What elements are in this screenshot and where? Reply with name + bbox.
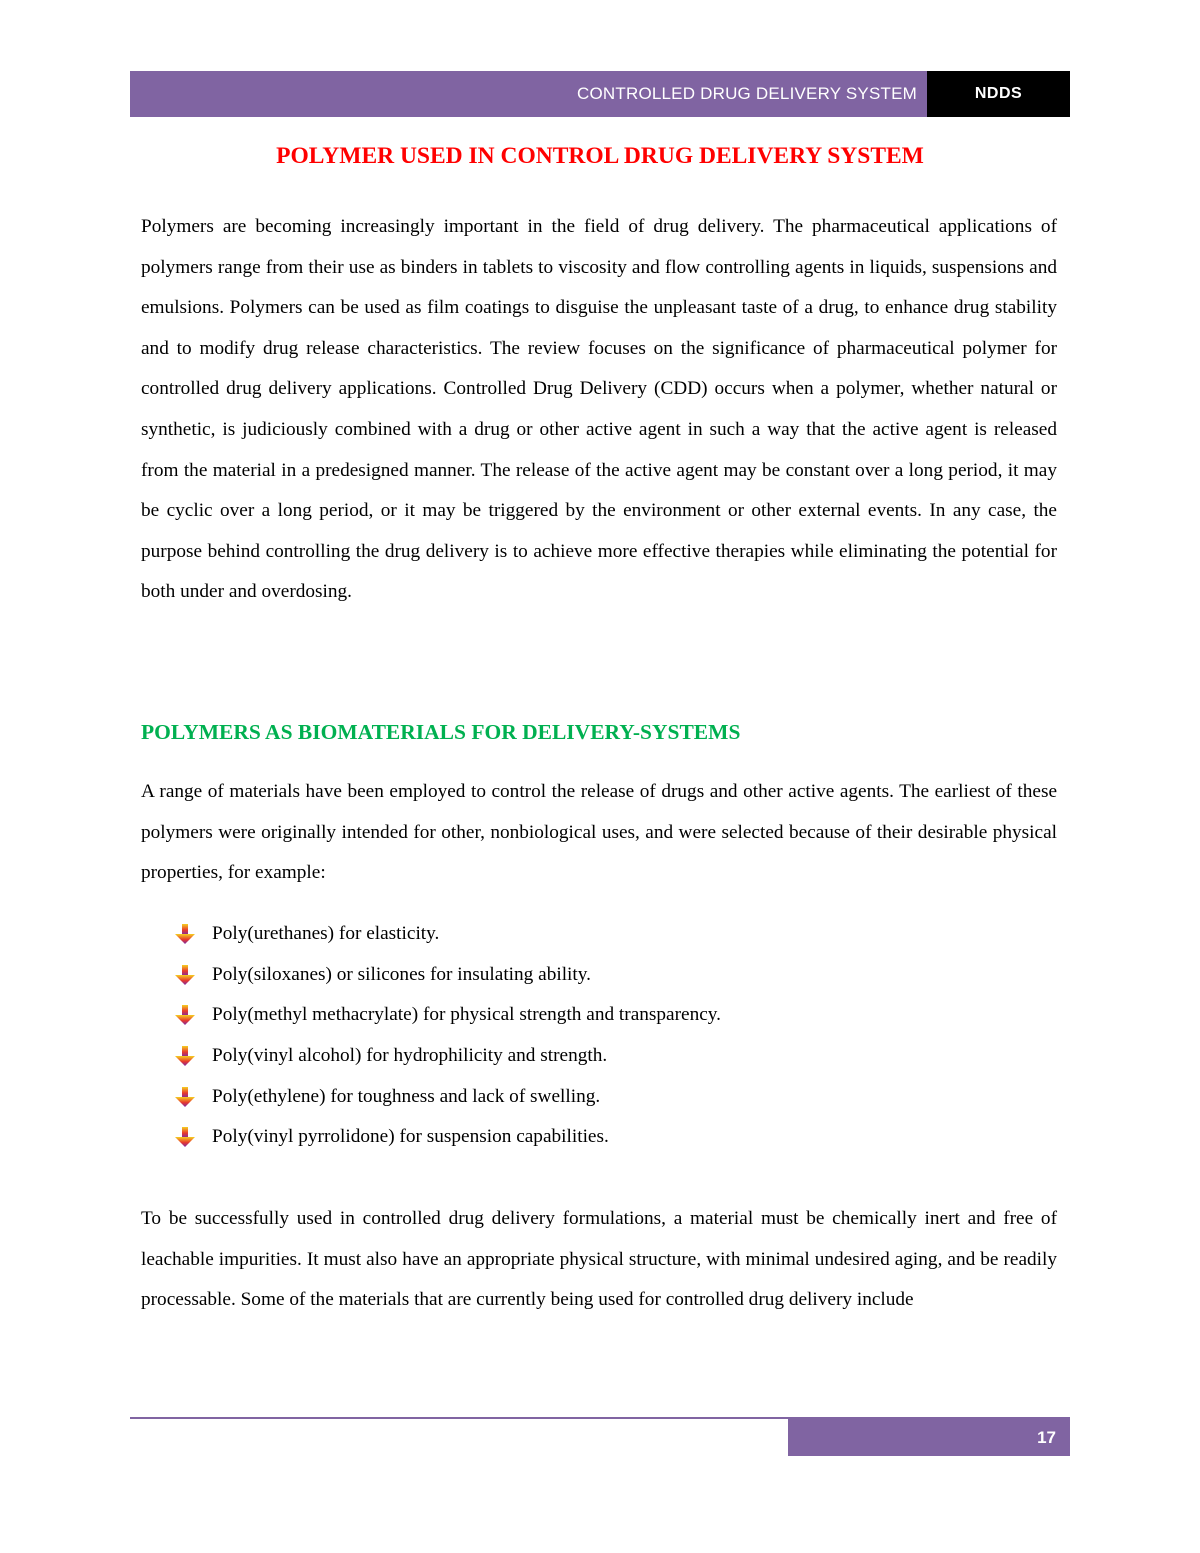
header-badge: NDDS (927, 71, 1070, 117)
list-item-text: Poly(vinyl alcohol) for hydrophilicity and strength. (212, 1045, 608, 1067)
list-item (172, 1036, 721, 1077)
requirements-paragraph: To be successfully used in controlled drug delivery formulations, a material must be chemically inert and free of leachable impurities. It must also have an appropriate physical structure, with minimal undesired aging, and be readily processable. Some of the materials that are currently being used for controlled drug delivery include (141, 1208, 1057, 1311)
arrow-down-icon (172, 1045, 198, 1067)
list-item-text: Poly(siloxanes) or silicones for insulating ability. (212, 963, 591, 985)
list-item (172, 955, 721, 996)
list-item (172, 1117, 721, 1158)
list-item-text: Poly(urethanes) for elasticity. (212, 923, 440, 945)
arrow-down-icon (172, 1086, 198, 1108)
intro-paragraph: Polymers are becoming increasingly important in the field of drug delivery. The pharmaceutical applications of polymers range from their use as binders in tablets to viscosity and flow controlling agents in liquids, suspensions and emulsions. Polymers can be used as film coatings to disguise the unpleasant taste of a drug, to enhance drug stability and to modify drug release characteristics. The review focuses on the significance of pharmaceutical polymer for controlled drug delivery applications. Controlled Drug Delivery (CDD) occurs when a polymer, whether natural or synthetic, is judiciously combined with a drug or other active agent in such a way that the active agent is released from the material in a predesigned manner. The release of the active agent may be constant over a long period, it may be cyclic over a long period, or it may be triggered by the environment or other external events. In any case, the purpose behind controlling the drug delivery is to achieve more effective therapies while eliminating the potential for both under and overdosing. (141, 216, 1057, 603)
materials-paragraph: A range of materials have been employed to control the release of drugs and other active agents. The earliest of these polymers were originally intended for other, nonbiological uses, and were selected because of their desirable physical properties, for example: (141, 781, 1057, 884)
polymer-list (172, 914, 721, 1158)
header-title: CONTROLLED DRUG DELIVERY SYSTEM (130, 71, 927, 117)
section-title: POLYMERS AS BIOMATERIALS FOR DELIVERY-SYSTEMS (141, 720, 741, 744)
list-item (172, 1076, 721, 1117)
arrow-down-icon (172, 923, 198, 945)
list-item (172, 995, 721, 1036)
page-header (130, 71, 1070, 117)
main-title: POLYMER USED IN CONTROL DRUG DELIVERY SYSTEM (276, 143, 924, 169)
arrow-down-icon (172, 964, 198, 986)
arrow-down-icon (172, 1126, 198, 1148)
arrow-down-icon (172, 1004, 198, 1026)
list-item-text: Poly(methyl methacrylate) for physical strength and transparency. (212, 1004, 721, 1026)
page-number: 17 (788, 1419, 1070, 1456)
list-item-text: Poly(vinyl pyrrolidone) for suspension capabilities. (212, 1126, 609, 1148)
list-item-text: Poly(ethylene) for toughness and lack of swelling. (212, 1085, 601, 1107)
list-item (172, 914, 721, 955)
